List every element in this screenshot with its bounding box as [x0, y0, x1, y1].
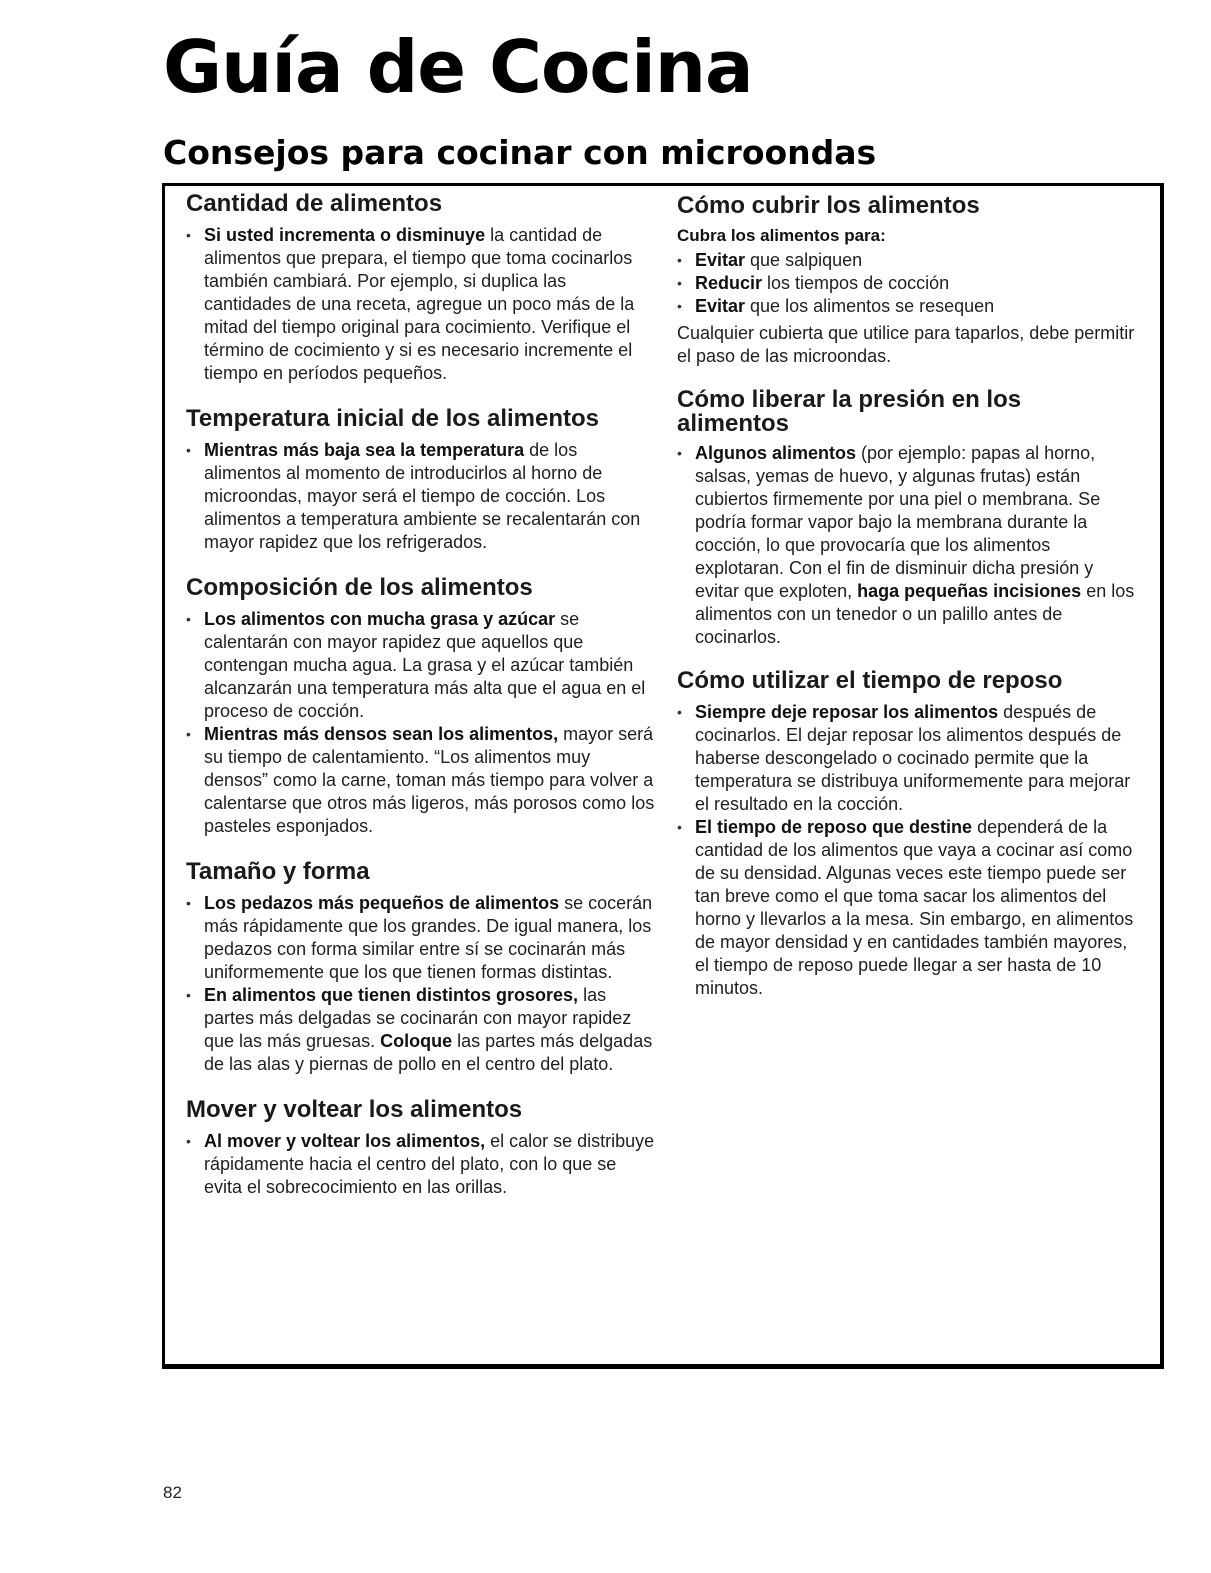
section-intro: Cubra los alimentos para:: [677, 226, 886, 245]
item-text: que los alimentos se resequen: [745, 296, 995, 316]
section-note: Cualquier cubierta que utilice para taparlos, debe permitir el paso de las microondas.: [677, 323, 1135, 366]
item-bold: Siempre deje reposar los alimentos: [695, 702, 999, 722]
page-number: 82: [163, 1483, 182, 1502]
list-item: [186, 439, 656, 554]
page-subtitle: Consejos para cocinar con microondas: [163, 133, 877, 172]
section-heading: Tamaño y forma: [186, 858, 370, 885]
item-text: la cantidad de alimentos que prepara, el tiempo que toma cocinarlos también cambiará. Por ejemplo, si duplica las cantidades de una receta, agregue un poco más de la mitad del tiempo original para cocimiento. Verifique el término de cocimiento y si es necesario incremente el tiempo en períodos pequeños.: [204, 225, 635, 383]
section-mover: [186, 1098, 656, 1199]
item-bold: Algunos alimentos: [695, 443, 857, 463]
item-bold: Evitar: [695, 250, 746, 270]
list-item: [677, 295, 1137, 318]
item-bold: El tiempo de reposo que destine: [695, 817, 973, 837]
item-bold: Mientras más baja sea la temperatura: [204, 440, 525, 460]
list-item: [186, 723, 656, 838]
right-column: [677, 194, 1137, 1020]
section-tamano: [186, 860, 656, 1076]
list-item: [186, 1130, 656, 1199]
bullet-list: [186, 1130, 656, 1199]
section-composicion: [186, 576, 656, 838]
item-text: dependerá de la cantidad de los alimentos que vaya a cocinar así como de su densidad. Algunas veces este tiempo puede ser tan breve como el que toma sacar los alimentos del horno y llevarlos a la mesa. Sin embargo, en alimentos de mayor densidad y en cantidades también mayores, el tiempo de reposo puede llegar a ser hasta de 10 minutos.: [695, 817, 1134, 998]
list-item: [677, 816, 1137, 1000]
section-cantidad: [186, 192, 656, 385]
item-bold: Reducir: [695, 273, 763, 293]
item-bold: Mientras más densos sean los alimentos,: [204, 724, 559, 744]
section-presion: [677, 388, 1137, 649]
list-item: [677, 249, 1137, 272]
page-title: Guía de Cocina: [163, 25, 753, 109]
item-text: mayor será su tiempo de calentamiento. “Los alimentos muy densos” como la carne, toman más tiempo para volver a calentarse que otros más ligeros, más porosos como los pasteles esponjados.: [204, 724, 655, 836]
item-text-2: en los alimentos con un tenedor o un palillo antes de cocinarlos.: [695, 581, 1135, 647]
item-text: el calor se distribuye rápidamente hacia el centro del plato, con lo que se evita el sobrecocimiento en las orillas.: [204, 1131, 655, 1197]
section-heading: Cómo liberar la presión en los alimentos: [677, 386, 1022, 437]
bullet-list: [186, 224, 656, 385]
item-text: (por ejemplo: papas al horno, salsas, yemas de huevo, y algunas frutas) están cubiertos firmemente por una piel o membrana. Se podría formar vapor bajo la membrana durante la cocción, lo que provocaría que los alimentos explotaran. Con el fin de disminuir dicha presión y evitar que exploten,: [695, 443, 1101, 601]
item-bold: Los pedazos más pequeños de alimentos: [204, 893, 560, 913]
bullet-list: [677, 701, 1137, 1000]
section-heading: Cómo cubrir los alimentos: [677, 192, 980, 219]
bullet-list: [186, 439, 656, 554]
section-heading: Composición de los alimentos: [186, 574, 533, 601]
item-text: las partes más delgadas se cocinarán con mayor rapidez que las más gruesas.: [204, 985, 632, 1051]
list-item: [677, 442, 1137, 649]
item-bold: Al mover y voltear los alimentos,: [204, 1131, 486, 1151]
item-bold: Si usted incrementa o disminuye: [204, 225, 486, 245]
item-text: de los alimentos al momento de introducirlos al horno de microondas, mayor será el tiempo de cocción. Los alimentos a temperatura ambiente se recalentarán con mayor rapidez que los refrigerados.: [204, 440, 641, 552]
section-heading: Temperatura inicial de los alimentos: [186, 405, 600, 432]
list-item: [186, 224, 656, 385]
item-bold: En alimentos que tienen distintos grosores,: [204, 985, 579, 1005]
bullet-list: [186, 608, 656, 838]
list-item: [677, 701, 1137, 816]
item-bold-2: haga pequeñas incisiones: [857, 581, 1082, 601]
item-text: después de cocinarlos. El dejar reposar los alimentos después de haberse descongelado o cocinado permite que la temperatura se distribuya uniformemente para mejorar el resultado en la cocción.: [695, 702, 1131, 814]
bullet-list: [186, 892, 656, 1076]
list-item: [677, 272, 1137, 295]
section-heading: Cómo utilizar el tiempo de reposo: [677, 667, 1063, 694]
item-text: se calentarán con mayor rapidez que aquellos que contengan mucha agua. La grasa y el azúcar también alcanzarán una temperatura más alta que el agua en el proceso de cocción.: [204, 609, 646, 721]
item-text: que salpiquen: [745, 250, 863, 270]
section-cubrir: [677, 194, 1137, 368]
section-heading: Mover y voltear los alimentos: [186, 1096, 523, 1123]
item-text: los tiempos de cocción: [762, 273, 950, 293]
section-heading: Cantidad de alimentos: [186, 190, 443, 217]
item-text: se cocerán más rápidamente que los grandes. De igual manera, los pedazos con forma similar entre sí se cocinarán más uniformemente que los que tienen formas distintas.: [204, 893, 653, 982]
item-text-2: las partes más delgadas de las alas y piernas de pollo en el centro del plato.: [204, 1031, 653, 1074]
list-item: [186, 608, 656, 723]
item-bold: Los alimentos con mucha grasa y azúcar: [204, 609, 556, 629]
list-item: [186, 984, 656, 1076]
bullet-list: [677, 249, 1137, 318]
item-bold-2: Coloque: [380, 1031, 453, 1051]
bullet-list: [677, 442, 1137, 649]
section-reposo: [677, 669, 1137, 1000]
item-bold: Evitar: [695, 296, 746, 316]
left-column: [186, 192, 656, 1221]
section-temperatura: [186, 407, 656, 554]
list-item: [186, 892, 656, 984]
